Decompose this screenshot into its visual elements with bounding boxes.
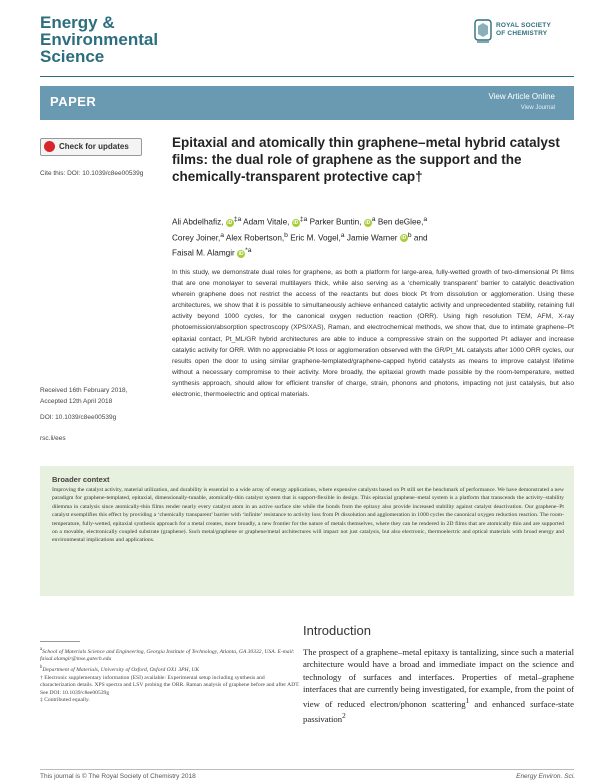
author-affil: *a (245, 247, 252, 255)
journal-name-line: Energy & (40, 13, 115, 32)
header-divider (40, 76, 574, 77)
check-for-updates-label: Check for updates (59, 142, 129, 151)
author-affil: a (423, 216, 428, 223)
cite-this: Cite this: DOI: 10.1039/c8ee00539g (40, 170, 144, 177)
affiliation-a (40, 646, 300, 664)
broader-context-body: Improving the catalyst activity, material utilization, and durability is essential to a wide array of energy applications, where expensive catalysts based on Pt still set the benchmark of performance. We have demonstrated a new paradigm for graphene-templated, epitaxial, dimensionally-tunable, atomically-thin catalyst system that is support-flexible in design. This epitaxial graphene–metal system is a platform that transcends the activity–stability dilemma in catalysis since atomically-thin films render nearly every catalyst atom in an active surface site while the bonds from the epitaxy also provide increased stability against catalyst deactivation. Our graphene–Pt catalyst exemplifies this effect by providing a ‘chemically transparent’ barrier with ‘infinite’ resistance to activity loss from Pt dissolution and agglomeration in 1000 cycles the canonical oxygen reduction reaction. The room-temperature, fully-wetted, epitaxial synthesis approach for a metal creates, more broadly, a new frontier for the nature of metals themselves, where they can be rendered in 2D films that are atomically thin and are supported on a movable, electronically coupled substrate (graphene). Such metal/graphene or graphene/metal architectures will impact not just catalysis, but also electronic, thermoelectric and optical materials with broad energy and environmental implications and applications. (52, 487, 564, 544)
author-line (172, 229, 572, 245)
author-line (172, 213, 572, 229)
journal-link[interactable]: rsc.li/ees (40, 435, 66, 442)
footer-copyright: This journal is © The Royal Society of Chemistry 2018 (40, 773, 196, 780)
author-name: Adam Vitale, (243, 217, 292, 227)
doi: DOI: 10.1039/c8ee00539g (40, 414, 117, 421)
abstract: In this study, we demonstrate dual roles for graphene, as both a platform for large-area, fully-wetted growth of two-dimensional Pt films that are one monolayer to several multilayers thick, while also serving as a ‘chemically transparent’ barrier to catalytic deactivation wherein graphene does not restrict the access of the reactants but does block Pt from dissolution or agglomeration. Using these architectures, we show that it is possible to simultaneously achieve enhanced catalytic activity and unprecedented stability, retaining full activity beyond 1000 cycles, for the canonical oxygen reduction reaction (ORR). Using high resolution TEM, AFM, X-ray photoemission/absorption spectroscopy (XPS/XAS), Raman, and electrochemical methods, we show that, due to intimate graphene–Pt epitaxial contact, Pt_ML/GR hybrid architectures are able to induce a compressive strain on the supported Pt adlayer and increase catalytic activity for ORR. With no appreciable Pt loss or agglomeration observed with the GR/Pt_ML catalysts after 1000 ORR cycles, our results open the door to using similar graphene-templated/graphene-capped hybrid catalysts as means to improve catalyst lifetime without a necessary compromise to their activity. More broadly, the epitaxial growth made possible by the room-temperature, wetted synthesis approach, should allow for efficient transfer of charge, strain, phonons and photons, impacting not just catalysis, but also electronic, thermoelectric and optical materials. (172, 269, 574, 399)
author-name: Ali Abdelhafiz, (172, 217, 226, 227)
view-article-online-link[interactable]: View Article Online (488, 92, 555, 101)
introduction-body (303, 646, 574, 726)
orcid-icon[interactable]: iD (238, 251, 244, 258)
broader-context-heading: Broader context (52, 475, 110, 484)
author-affil: ‡a (233, 216, 242, 223)
footnote-rule (40, 641, 80, 642)
author-affil: a (371, 216, 376, 223)
author-affil: b (284, 231, 288, 239)
journal-name-line: Science (40, 47, 105, 66)
journal-name (40, 14, 260, 65)
esi-note: † Electronic supplementary information (ESI) available: Experimental setup including synthesis and characterization details. XPS spectra and LSV probing the ORR. Raman analysis of graphene before and after ADT. See DOI: 10.1039/c8ee00539g (40, 674, 300, 696)
view-journal-link[interactable]: View Journal (520, 105, 555, 111)
rsc-text-line: ROYAL SOCIETY (496, 22, 551, 29)
author-name: Ben deGlee, (377, 217, 424, 227)
equal-contribution-note: ‡ Contributed equally. (40, 697, 90, 704)
intro-text: and enhanced surface-state passivation (303, 699, 575, 725)
received-date: Received 16th February 2018, (40, 387, 128, 394)
author-name: Faisal M. Alamgir (172, 249, 238, 259)
author-name: Parker Buntin, (309, 217, 364, 227)
author-name: Corey Joiner, (172, 233, 221, 243)
journal-name-line: Environmental (40, 30, 159, 49)
affiliations (40, 646, 300, 705)
affiliation-label: a (40, 647, 43, 652)
author-affil: a (220, 231, 225, 239)
crossmark-icon (44, 141, 55, 152)
orcid-icon[interactable]: iD (293, 219, 299, 226)
author-list (172, 213, 572, 260)
reference-link[interactable]: 1 (465, 697, 470, 706)
affiliation-b (40, 664, 300, 674)
rsc-seal-icon (472, 18, 494, 48)
author-affil: ‡a (299, 216, 308, 223)
author-line (172, 244, 572, 260)
rsc-text (496, 22, 551, 38)
author-affil: a (340, 231, 345, 239)
author-conjunction: and (411, 233, 428, 243)
rsc-logo (472, 18, 572, 60)
author-name: Alex Robertson, (225, 233, 285, 243)
article-type-label: PAPER (50, 94, 97, 109)
reference-link[interactable]: 2 (342, 712, 346, 721)
affiliation-label: b (40, 665, 43, 671)
author-name: Eric M. Vogel, (290, 233, 341, 243)
orcid-icon[interactable]: iD (365, 219, 371, 226)
footer-divider (40, 769, 574, 770)
author-affil: b (407, 231, 412, 239)
check-for-updates-button[interactable] (40, 138, 142, 156)
footer-journal: Energy Environ. Sci. (516, 773, 575, 780)
article-title: Epitaxial and atomically thin graphene–metal hybrid catalyst films: the dual role of graphene as the support and the chemically-transparent protective cap† (172, 135, 560, 184)
accepted-date: Accepted 12th April 2018 (40, 397, 113, 405)
rsc-text-line: OF CHEMISTRY (496, 30, 548, 37)
affiliation-text: School of Materials Science and Engineering, Georgia Institute of Technology, Atlanta, GA 30332, USA. E-mail: faisal.alamgir@mse.gatech.edu (40, 648, 295, 663)
affiliation-text: Department of Materials, University of Oxford, Oxford OX1 3PH, UK (42, 666, 200, 673)
orcid-icon[interactable]: iD (227, 219, 233, 226)
introduction-heading: Introduction (303, 623, 371, 638)
orcid-icon[interactable]: iD (401, 235, 407, 242)
author-name: Jamie Warner (346, 233, 400, 243)
intro-text: The prospect of a graphene–metal epitaxy is tantalizing, since such a material architecture would have a broad and immediate impact on the science and technology of surfaces and interfaces. Properties of metal–graphene interfaces that are currently being investigated, for example, from the point of view of reduced electron/phonon scattering (303, 647, 574, 710)
received-dates (40, 386, 160, 424)
